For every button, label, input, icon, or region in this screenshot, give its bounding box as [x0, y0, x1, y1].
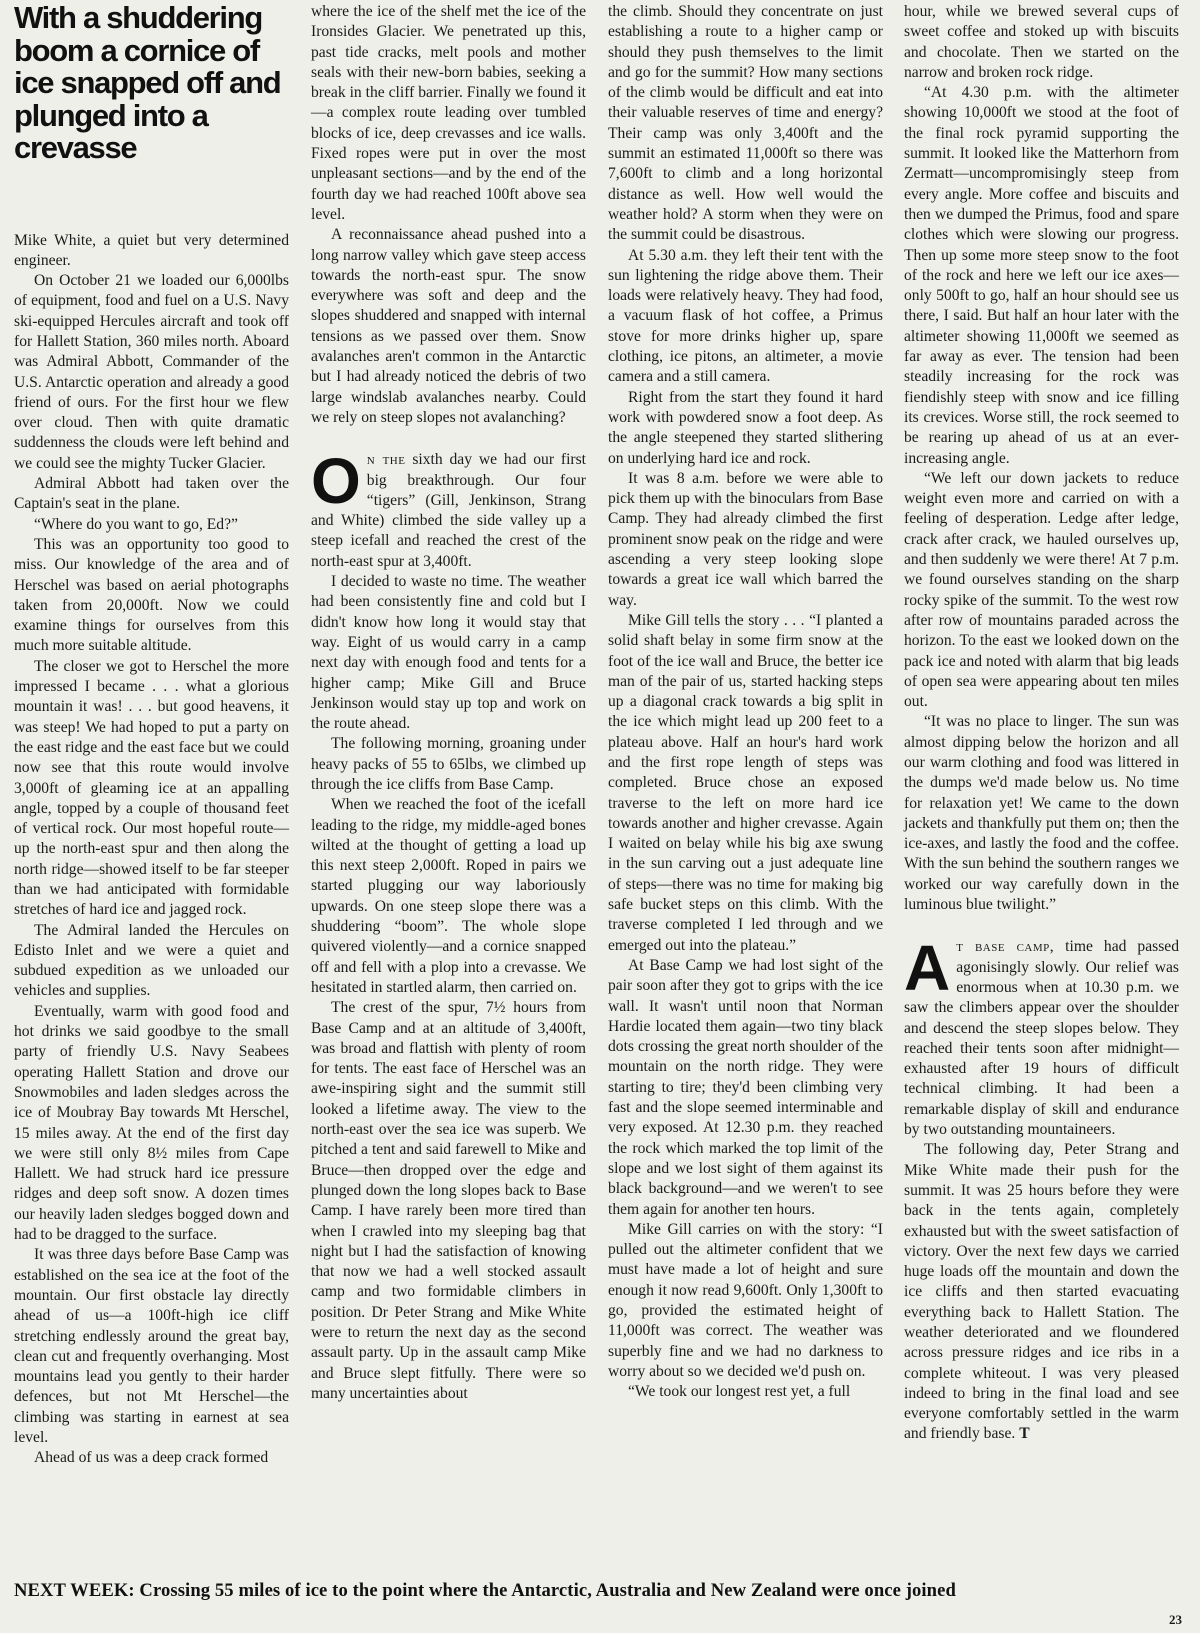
article-column-1 [14, 2, 289, 1469]
paragraph: The following morning, groaning under heavy packs of 55 to 65lbs, we climbed up through the ice cliffs from Base Camp. [311, 735, 586, 793]
next-week-banner: NEXT WEEK: Crossing 55 miles of ice to the point where the Antarctic, Australia and New Zealand were once joined [14, 1580, 956, 1601]
dropcap-paragraph-text: time had passed agonisingly slowly. Our relief was enormous when at 10.30 p.m. we saw the climbers appear over the shoulder and descend the steep slopes below. They reached their tents soon after midnight—exhausted after 19 hours of difficult technical climbing. It had been a remarkable display of skill and endurance by two outstanding mountaineers. [904, 938, 1179, 1139]
paragraph: “At 4.30 p.m. with the altimeter showing 10,000ft we stood at the foot of the final rock pyramid supporting the summit. It looked like the Matterhorn from Zermatt—uncompromisingly steep from every angle. More coffee and biscuits and then we dumped the Primus, food and spare clothes which were slowing our progress. Then up some more steep snow to the foot of the rock and here we left our ice axes—only 500ft to go, half an hour should see us there, I said. But half an hour later with the altimeter showing 11,000ft we seemed as far away as ever. The tension had been steadily increasing for the rock was fiendishly steep with snow and ice filling its crevices. Worse still, the rock seemed to be rearing up ahead of us at an ever-increasing angle. [904, 84, 1179, 467]
paragraph: Admiral Abbott had taken over the Captain's seat in the plane. [14, 475, 289, 513]
paragraph: “We took our longest rest yet, a full [628, 1383, 851, 1401]
paragraph: It was three days before Base Camp was established on the sea ice at the foot of the mountain. Our first obstacle lay directly ahead of us—a 100ft-high ice cliff stretching endlessly around the great bay, clean cut and frequently overhanging. Most mountains lead you gently to their harder defences, but not Mt Herschel—the climbing was starting in earnest at sea level. [14, 1246, 289, 1447]
paragraph: Ahead of us was a deep crack formed [34, 1449, 269, 1467]
paragraph: Eventually, warm with good food and hot drinks we said goodbye to the small party of friendly U.S. Navy Seabees operating Hallett Station and drove our Snowmobiles and laden sledges across the ice of Moubray Bay towards Mt Herschel, 15 miles away. At the end of the first day we were still only 8½ miles from Cape Hallett. We had struck hard ice pressure ridges and deep soft snow. A dozen times our heavily laden sledges bogged down and had to be dragged to the surface. [14, 1002, 289, 1244]
drop-cap: O [311, 445, 361, 518]
paragraph: where the ice of the shelf met the ice of the Ironsides Glacier. We penetrated up this, past tide cracks, melt pools and mother seals with their new-born babies, seeking a break in the cliff barrier. Finally we found it—a complex route leading over tumbled blocks of ice, deep crevasses and ice walls. Fixed ropes were put in over the most unpleasant sections—and by the end of the fourth day we had reached 100ft above sea level. [311, 3, 586, 223]
paragraph-text: The following day, Peter Strang and Mike White made their push for the summit. It was 25 hours before they were back in the tents again, completely exhausted but with the sweet satisfaction of victory. Over the next few days we carried huge loads off the mountain and down the ice cliffs and then started evacuating everything back to Hallett Station. The weather deteriorated and we floundered across pressure ridges and ice ribs in a complete whiteout. I was very pleased indeed to bring in the final load and see everyone comfortably settled in the warm and friendly base. [904, 1141, 1179, 1443]
paragraph: the climb. Should they concentrate on just establishing a route to a higher camp or should they push themselves to the limit and go for the summit? How many sections of the climb would be difficult and eat into their valuable reserves of time and energy? Their camp was only 3,400ft and the summit an estimated 11,000ft so there was 7,600ft to climb and a long horizontal distance as well. How well would the weather hold? A storm when they were on the summit could be disastrous. [608, 3, 883, 244]
end-mark: T [1019, 1425, 1030, 1443]
paragraph: At 5.30 a.m. they left their tent with the sun lightening the ridge above them. Their loads were relatively heavy. They had food, a vacuum flask of hot coffee, a Primus stove for more drinks higher up, spare clothing, ice pitons, an altimeter, a movie camera and a still camera. [608, 246, 883, 386]
small-caps-lead: n the [366, 451, 406, 469]
paragraph: “It was no place to linger. The sun was almost dipping below the horizon and all our warm clothing and food was littered in the dumps we'd made below us. No time for relaxation yet! We came to the down jackets and thankfully put them on; then the ice-axes, and lastly the food and the coffee. With the sun behind the southern ranges we worked our way carefully down in the luminous blue twilight.” [904, 713, 1179, 914]
dropcap-paragraph-text: sixth day we had our first big breakthrough. Our four “tigers” (Gill, Jenkinson, Strang and White) climbed the side valley up a steep icefall and reached the crest of the north-east spur at 3,400ft. [311, 451, 586, 570]
paragraph: The closer we got to Herschel the more impressed I became . . . what a glorious mountain it was! . . . but good heavens, it was steep! We had hoped to put a party on the east ridge and the east face but we could now see that this route would involve 3,000ft of gleaming ice at an appalling angle, topped by a couple of thousand feet of vertical rock. Our most hopeful route—up the north-east spur and then along the north ridge—showed itself to be far steeper than we had anticipated with formidable stretches of hard ice and jagged rock. [14, 657, 289, 919]
article-column-3 [608, 2, 883, 1402]
paragraph: A reconnaissance ahead pushed into a long narrow valley which gave steep access towards the north-east spur. The snow everywhere was soft and deep and the slopes shuddered and snapped with internal tensions as we passed over them. Snow avalanches aren't common in the Antarctic but I had already noticed the debris of two large windslab avalanches nearby. Could we rely on steep slopes not avalanching? [311, 226, 586, 426]
paragraph: Right from the start they found it hard work with powdered snow a foot deep. As the angle steepened they started slithering on underlying hard ice and rock. [608, 388, 883, 467]
paragraph: This was an opportunity too good to miss. Our knowledge of the area and of Herschel was based on aerial photographs taken from 20,000ft. Now we could examine things for ourselves from this much more suitable altitude. [14, 535, 289, 655]
dropcap-paragraph [904, 932, 1179, 1140]
paragraph: When we reached the foot of the icefall leading to the ridge, my middle-aged bones wilted at the thought of getting a load up this next steep 2,000ft. Roped in pairs we started plugging our way laboriously upwards. On one steep slope there was a shuddering “boom”. The whole slope quivered violently—and a cornice snapped off and fell with a plop into a crevasse. We hesitated in startled alarm, then carried on. [311, 796, 586, 996]
paragraph: “We left our down jackets to reduce weight even more and carried on with a feeling of desperation. Ledge after ledge, crack after crack, we hauled ourselves up, and then suddenly we were there! At 7 p.m. we found ourselves standing on the sharp rocky spike of the summit. To the west row after row of mountains paraded across the horizon. To the east we looked down on the pack ice and noted with alarm that big leads of open sea were appearing about ten miles out. [904, 469, 1179, 711]
paragraph: It was 8 a.m. before we were able to pick them up with the binoculars from Base Camp. They had already climbed the first prominent snow peak on the ridge and were ascending a very steep looking slope towards a great ice wall which barred the way. [608, 469, 883, 609]
paragraph: At Base Camp we had lost sight of the pair soon after they got to grips with the ice wall. It wasn't until noon that Norman Hardie located them again—two tiny black dots crossing the great north shoulder of the mountain on the north ridge. They were starting to tire; they'd been climbing very fast and the slope seemed interminable and very exposed. At 12.30 p.m. they reached the rock which marked the top limit of the slope and we lost sight of them against its black background—and we weren't to see them again for another ten hours. [608, 956, 883, 1218]
page-number: 23 [1169, 1612, 1182, 1627]
paragraph: The crest of the spur, 7½ hours from Base Camp and at an altitude of 3,400ft, was broad and flattish with plenty of room for tents. The east face of Herschel was an awe-inspiring sight and the summit still looked a lifetime away. The view to the north-east over the sea ice was superb. We pitched a tent and said farewell to Mike and Bruce—then dropped over the edge and plunged down the long slopes back to Base Camp. I have rarely been more tired than when I crawled into my sleeping bag that night but I had the satisfaction of knowing that now we had a well stocked assault camp and two formidable climbers in position. Dr Peter Strang and Mike White were to return the next day as the second assault party. Up in the assault camp Mike and Bruce slept fitfully. There were so many uncertainties about [311, 999, 586, 1402]
paragraph: hour, while we brewed several cups of sweet coffee and stoked up with biscuits and chocolate. Then we started on the narrow and broken rock ridge. [904, 3, 1179, 81]
headline: With a shuddering boom a cornice of ice snapped off and plunged into a crevasse [14, 0, 281, 165]
article-column-4 [904, 2, 1179, 1445]
article-column-2 [311, 2, 586, 1404]
small-caps-lead: t base camp, [956, 938, 1055, 956]
paragraph: “Where do you want to go, Ed?” [34, 515, 238, 533]
drop-cap: A [904, 932, 951, 1005]
paragraph: Mike Gill tells the story . . . “I planted a solid shaft belay in some firm snow at the foot of the ice wall and Bruce, the better ice man of the pair of us, started hacking steps up a diagonal crack towards a big split in the ice which might lead up 200 feet to a plateau above. Half an hour's hard work and the first rope length of steps was completed. Bruce chose an exposed traverse to the left on more hard ice towards another and higher crevasse. Again I waited on belay while his big axe swung in the sun carving out a just adequate line of steps—there was no time for making big safe bucket steps on this climb. With the traverse completed I led through and we emerged out into the plateau.” [608, 611, 883, 954]
paragraph: Mike White, a quiet but very determined engineer. [14, 231, 289, 269]
paragraph: Mike Gill carries on with the story: “I pulled out the altimeter confident that we must have made a lot of height and sure enough it now read 9,600ft. Only 1,300ft to go, provided the estimated height of 11,000ft was correct. The weather was superbly fine and we had no darkness to worry about so we decided we'd push on. [608, 1220, 883, 1380]
dropcap-paragraph [311, 445, 586, 572]
paragraph: On October 21 we loaded our 6,000lbs of equipment, food and fuel on a U.S. Navy ski-equipped Hercules aircraft and took off for Hallett Station, 360 miles north. Aboard was Admiral Abbott, Commander of the U.S. Antarctic operation and already a good friend of ours. For the first hour we flew over cloud. Then with quite dramatic suddenness the clouds were left behind and we could see the mighty Tucker Glacier. [14, 272, 289, 472]
paragraph-final [904, 1140, 1179, 1444]
paragraph: The Admiral landed the Hercules on Edisto Inlet and we were a quiet and subdued expedition as we unloaded our vehicles and supplies. [14, 921, 289, 1000]
paragraph: I decided to waste no time. The weather had been consistently fine and cold but I didn't know how long it would stay that way. Eight of us would carry in a camp next day with enough food and tents for a higher camp; Mike Gill and Bruce Jenkinson would stay up top and work on the route ahead. [311, 573, 586, 733]
